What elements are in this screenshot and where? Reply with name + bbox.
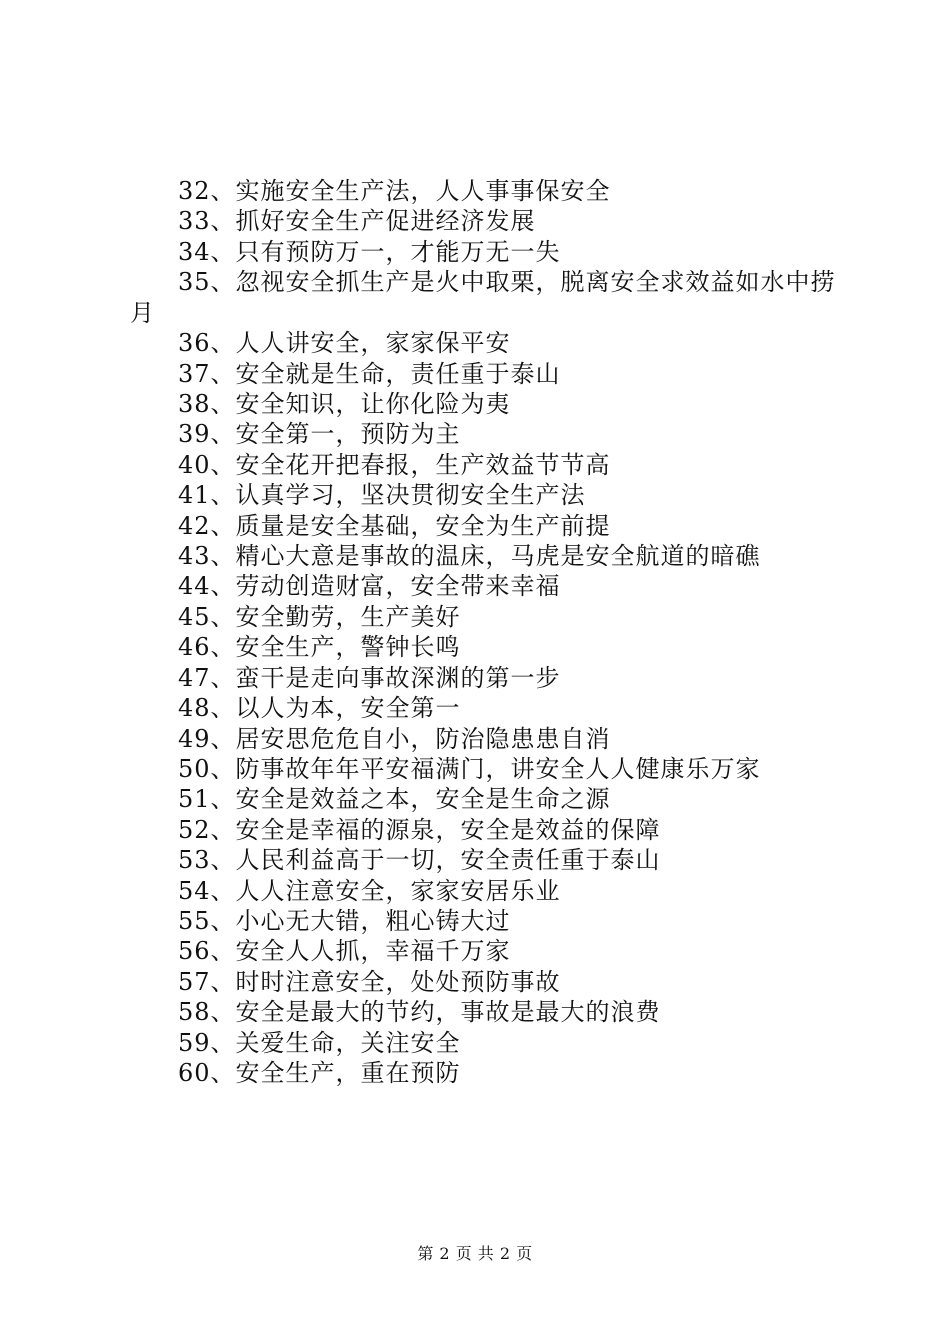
item-separator: 、 bbox=[210, 998, 236, 1027]
page-number-label: 第 2 页 共 2 页 bbox=[417, 1244, 533, 1263]
item-number: 59 bbox=[178, 1028, 211, 1057]
item-number: 58 bbox=[178, 998, 211, 1027]
item-separator: 、 bbox=[210, 450, 236, 479]
item-number: 51 bbox=[178, 785, 211, 814]
list-item bbox=[130, 176, 840, 206]
item-number: 57 bbox=[178, 967, 211, 996]
item-separator: 、 bbox=[210, 542, 236, 571]
item-text: 人人注意安全，家家安居乐业 bbox=[235, 876, 561, 905]
list-item bbox=[130, 267, 840, 328]
item-separator: 、 bbox=[210, 481, 236, 510]
item-separator: 、 bbox=[210, 633, 236, 662]
list-item bbox=[130, 359, 840, 389]
item-number: 42 bbox=[178, 511, 211, 540]
item-text: 抓好安全生产促进经济发展 bbox=[235, 207, 536, 236]
item-text: 安全是最大的节约，事故是最大的浪费 bbox=[235, 998, 661, 1027]
item-number: 50 bbox=[178, 754, 211, 783]
item-number: 55 bbox=[178, 906, 211, 935]
item-text: 安全花开把春报，生产效益节节高 bbox=[235, 450, 611, 479]
list-item bbox=[130, 876, 840, 906]
document-body bbox=[130, 176, 840, 1088]
item-separator: 、 bbox=[210, 1028, 236, 1057]
list-item bbox=[130, 480, 840, 510]
list-item bbox=[130, 541, 840, 571]
item-text: 小心无大错，粗心铸大过 bbox=[235, 906, 511, 935]
item-text: 安全生产，重在预防 bbox=[235, 1058, 461, 1087]
list-item bbox=[130, 237, 840, 267]
list-item bbox=[130, 967, 840, 997]
item-separator: 、 bbox=[210, 177, 236, 205]
list-item bbox=[130, 450, 840, 480]
item-number: 53 bbox=[178, 846, 211, 875]
item-separator: 、 bbox=[210, 237, 236, 266]
item-text: 实施安全生产法，人人事事保安全 bbox=[235, 177, 611, 205]
item-separator: 、 bbox=[210, 663, 236, 692]
list-item bbox=[130, 602, 840, 632]
item-number: 36 bbox=[178, 329, 211, 358]
item-number: 48 bbox=[178, 694, 211, 723]
item-separator: 、 bbox=[210, 906, 236, 935]
list-item bbox=[130, 906, 840, 936]
item-separator: 、 bbox=[210, 876, 236, 905]
item-separator: 、 bbox=[210, 1058, 236, 1087]
list-item bbox=[130, 936, 840, 966]
list-item bbox=[130, 571, 840, 601]
item-separator: 、 bbox=[210, 815, 236, 844]
item-separator: 、 bbox=[210, 390, 236, 419]
item-number: 35 bbox=[178, 268, 211, 297]
item-separator: 、 bbox=[210, 268, 236, 297]
item-text: 安全人人抓，幸福千万家 bbox=[235, 937, 511, 966]
item-number: 39 bbox=[178, 420, 211, 449]
item-number: 45 bbox=[178, 602, 211, 631]
item-number: 43 bbox=[178, 542, 211, 571]
list-item bbox=[130, 997, 840, 1027]
item-text: 人人讲安全，家家保平安 bbox=[235, 329, 511, 358]
item-separator: 、 bbox=[210, 724, 236, 753]
item-text: 安全生产，警钟长鸣 bbox=[235, 633, 461, 662]
item-text: 忽视安全抓生产是火中取栗，脱离安全求效益如水中捞月 bbox=[130, 268, 836, 327]
item-text: 时时注意安全，处处预防事故 bbox=[235, 967, 561, 996]
item-text: 蛮干是走向事故深渊的第一步 bbox=[235, 663, 561, 692]
item-text: 安全勤劳，生产美好 bbox=[235, 602, 461, 631]
item-separator: 、 bbox=[210, 846, 236, 875]
slogan-list bbox=[130, 176, 840, 1088]
item-number: 52 bbox=[178, 815, 211, 844]
item-text: 安全是效益之本，安全是生命之源 bbox=[235, 785, 611, 814]
item-text: 安全第一，预防为主 bbox=[235, 420, 461, 449]
item-text: 劳动创造财富，安全带来幸福 bbox=[235, 572, 561, 601]
item-separator: 、 bbox=[210, 937, 236, 966]
item-number: 54 bbox=[178, 876, 211, 905]
list-item bbox=[130, 693, 840, 723]
item-number: 47 bbox=[178, 663, 211, 692]
item-number: 41 bbox=[178, 481, 211, 510]
item-text: 以人为本，安全第一 bbox=[235, 694, 461, 723]
item-separator: 、 bbox=[210, 420, 236, 449]
item-separator: 、 bbox=[210, 329, 236, 358]
list-item bbox=[130, 845, 840, 875]
item-text: 防事故年年平安福满门，讲安全人人健康乐万家 bbox=[235, 754, 761, 783]
list-item bbox=[130, 328, 840, 358]
list-item bbox=[130, 663, 840, 693]
item-number: 49 bbox=[178, 724, 211, 753]
item-separator: 、 bbox=[210, 511, 236, 540]
item-number: 33 bbox=[178, 207, 211, 236]
item-separator: 、 bbox=[210, 359, 236, 388]
item-number: 37 bbox=[178, 359, 211, 388]
item-number: 32 bbox=[178, 177, 211, 205]
list-item bbox=[130, 754, 840, 784]
item-separator: 、 bbox=[210, 754, 236, 783]
item-text: 质量是安全基础，安全为生产前提 bbox=[235, 511, 611, 540]
item-separator: 、 bbox=[210, 572, 236, 601]
list-item bbox=[130, 1028, 840, 1058]
list-item bbox=[130, 632, 840, 662]
list-item bbox=[130, 784, 840, 814]
item-text: 居安思危危自小，防治隐患患自消 bbox=[235, 724, 611, 753]
item-text: 精心大意是事故的温床，马虎是安全航道的暗礁 bbox=[235, 542, 761, 571]
item-text: 安全就是生命，责任重于泰山 bbox=[235, 359, 561, 388]
page-footer bbox=[0, 1241, 950, 1264]
item-text: 安全是幸福的源泉，安全是效益的保障 bbox=[235, 815, 661, 844]
item-number: 34 bbox=[178, 237, 211, 266]
item-text: 人民利益高于一切，安全责任重于泰山 bbox=[235, 846, 661, 875]
list-item bbox=[130, 206, 840, 236]
list-item bbox=[130, 724, 840, 754]
item-number: 60 bbox=[178, 1058, 211, 1087]
list-item bbox=[130, 815, 840, 845]
item-separator: 、 bbox=[210, 694, 236, 723]
item-separator: 、 bbox=[210, 207, 236, 236]
list-item bbox=[130, 419, 840, 449]
item-number: 44 bbox=[178, 572, 211, 601]
item-text: 只有预防万一，才能万无一失 bbox=[235, 237, 561, 266]
list-item bbox=[130, 511, 840, 541]
item-number: 46 bbox=[178, 633, 211, 662]
item-separator: 、 bbox=[210, 602, 236, 631]
item-text: 认真学习，坚决贯彻安全生产法 bbox=[235, 481, 586, 510]
item-number: 38 bbox=[178, 390, 211, 419]
list-item bbox=[130, 389, 840, 419]
item-separator: 、 bbox=[210, 967, 236, 996]
item-text: 关爱生命，关注安全 bbox=[235, 1028, 461, 1057]
item-separator: 、 bbox=[210, 785, 236, 814]
item-number: 56 bbox=[178, 937, 211, 966]
list-item bbox=[130, 1058, 840, 1088]
item-text: 安全知识，让你化险为夷 bbox=[235, 390, 511, 419]
item-number: 40 bbox=[178, 450, 211, 479]
